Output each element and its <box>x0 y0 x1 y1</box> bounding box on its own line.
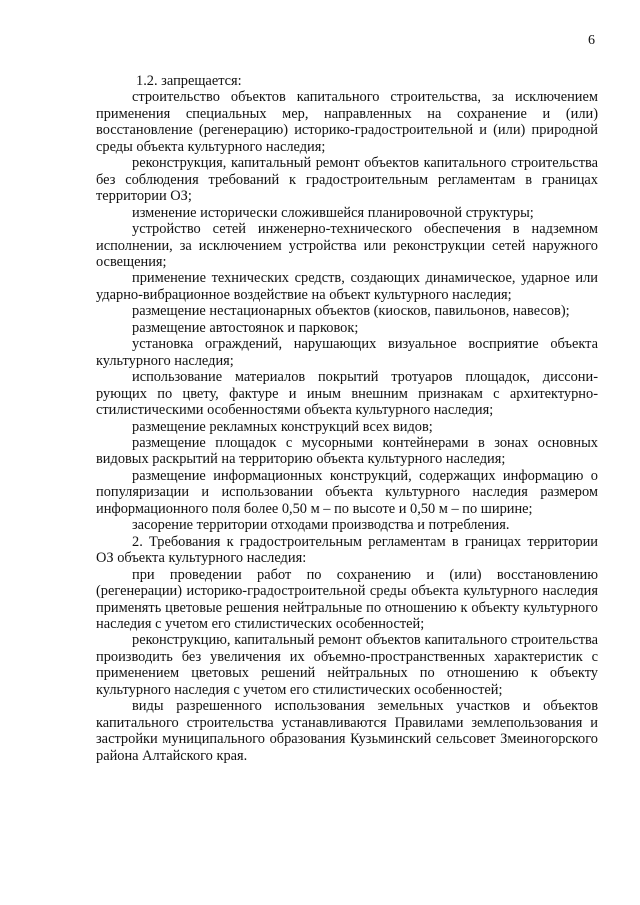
paragraph: устройство сетей инженерно-технического обеспечения в надземном исполнении, за исключением устройства или реконструкции сетей наружного освещения; <box>96 221 598 270</box>
page-number: 6 <box>588 33 595 48</box>
document-body <box>96 73 598 764</box>
paragraph: изменение исторически сложившейся планировочной структуры; <box>132 204 534 221</box>
paragraph: виды разрешенного использования земельных участков и объектов капитального строительства устанавливаются Правилами землепользования и застройки муниципального образования Кузьминский сельсовет Змеиногорского района Алтайского края. <box>96 698 598 764</box>
paragraph: при проведении работ по сохранению и (или) восстановлению (регенерации) историко-градостроительной среды объекта культурного наследия применять цветовые решения нейтральные по отношению к объекту культурного наследия с учетом его стилистических особенностей; <box>96 566 598 632</box>
paragraph: размещение автостоянок и парковок; <box>132 319 359 336</box>
section-heading-2: 2. Требования к градостроительным регламентам в границах территории ОЗ объекта культурного наследия: <box>96 533 598 567</box>
paragraph: размещение нестационарных объектов (киосков, павильонов, навесов); <box>132 303 570 320</box>
section-heading-1-2: 1.2. запрещается: <box>136 73 242 89</box>
paragraph: применение технических средств, создающих динамическое, ударное или ударно-вибрационное воздействие на объект культурного наследия; <box>96 270 598 303</box>
paragraph: размещение информационных конструкций, содержащих информацию о популяризации и использовании объекта культурного наследия размером информационного поля более 0,50 м – по высоте и 0,50 м – по ширине; <box>96 467 598 517</box>
paragraph: засорение территории отходами производства и потребления. <box>132 517 510 534</box>
paragraph: размещение площадок с мусорными контейнерами в зонах основных видовых раскрытий на территорию объекта культурного наследия; <box>96 434 598 468</box>
paragraph: установка ограждений, нарушающих визуальное восприятие объекта культурного наследия; <box>96 336 598 369</box>
paragraph: размещение рекламных конструкций всех видов; <box>132 418 433 435</box>
paragraph: реконструкция, капитальный ремонт объектов капитального строительства без соблюдения требований к градостроительным регламентам в границах территории ОЗ; <box>96 155 598 205</box>
paragraph: реконструкцию, капитальный ремонт объектов капитального строительства производить без увеличения их объемно-пространственных характеристик с применением цветовых решений нейтральных по отношению к объекту культурного наследия с учетом его стилистических особенностей; <box>96 632 598 698</box>
paragraph: использование материалов покрытий тротуаров площадок, диссонирующих по цвету, фактуре и иным внешним признакам с архитектурно-стилистическими особенностями объекта культурного наследия; <box>96 369 598 419</box>
paragraph: строительство объектов капитального строительства, за исключением применения специальных мер, направленных на сохранение и (или) восстановление (регенерацию) историко-градостроительной и (или) природной среды объекта культурного наследия; <box>96 89 598 155</box>
